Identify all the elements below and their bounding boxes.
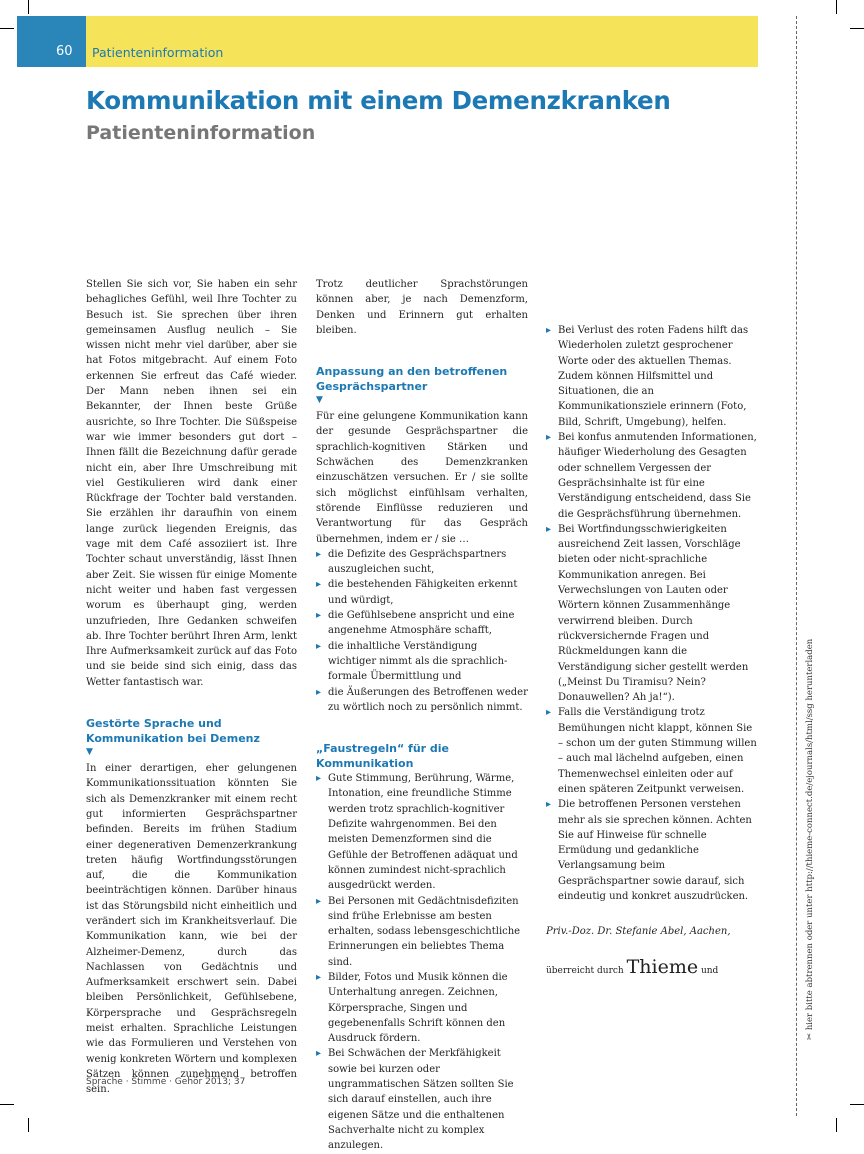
list-item: ▸ Bei Wortfindungsschwierigkeiten ausreichend Zeit lassen, Vorschläge bieten oder nicht-sprachliche Kommunikation anregen. Bei Verwechslungen von Lauten oder Wörtern können Zusammenhänge verwirrend bleiben. Durch rückversichernde Fragen und Rückmeldungen kann die Verständigung sicher gestellt werden („Meinst Du Tiramisu? Nein? Donauwellen? Ah ja!“). (546, 522, 758, 706)
body-paragraph: In einer derartigen, eher gelungenen Kommunikationssituation könnten Sie sich als Demenzkranker mit einem recht gut informierten Gesprächspartner befinden. Bereits im frühen Stadium einer degenerativen Demenzerkrankung treten häufig Wortfindungsstörungen auf, die die Kommunikation beeinträchtigen können. Darüber hinaus ist das Störungsbild nicht einheitlich und verändert sich im Krankheitsverlauf. Die Kommunikation kann, wie bei der Alzheimer-Demenz, durch das Nachlassen von Gedächtnis und Aufmerksamkeit erschwert sein. Dabei bleiben Persönlichkeit, Gefühlsebene, Körpersprache und Gesprächsregeln meist erhalten. Sprachliche Leistungen wie das Formulieren und Verstehen von wenig konkreten Wörtern und komplexen Sätzen können zunehmend betroffen sein. (86, 763, 297, 1096)
list-item: ▸ Gute Stimmung, Berührung, Wärme, Intonation, eine freundliche Stimme werden trotz sprachlich-kognitiver Defizite wahrgenommen. Bei den meisten Demenzformen sind die Gefühle der Betroffenen adäquat und können zumindest nicht-sprachlich ausgedrückt werden. (316, 771, 528, 893)
list-item: ▸ die Äußerungen des Betroffenen weder zu wörtlich noch zu persönlich nimmt. (316, 685, 528, 716)
page-title: Kommunikation mit einem Demenzkranken (86, 86, 671, 115)
page-subtitle: Patienteninformation (86, 122, 316, 144)
section-heading: „Faustregeln“ für die Kommunikation (316, 742, 450, 771)
presented-by-line (546, 955, 758, 979)
intro-paragraph: Trotz deutlicher Sprachstörungen können aber, je nach Demenzform, Denken und Erinnern gut erhalten bleiben. (316, 279, 528, 336)
list-item: ▸ Bei Schwächen der Merkfähigkeit sowie bei kurzen oder ungrammatischen Sätzen sollten Sie sich darauf einstellen, auch ihre eigenen Sätze und die enthaltenen Sachverhalte nicht zu komplex anzulegen. (316, 1046, 528, 1153)
and-text: und (700, 965, 719, 976)
list-item: ▸ Bilder, Fotos und Musik können die Unterhaltung anregen. Zeichnen, Körpersprache, Singen und gegebenenfalls Schrift können den Ausdruck fördern. (316, 970, 528, 1046)
crop-mark (850, 28, 864, 29)
crop-mark (836, 0, 837, 14)
bullet-list (546, 323, 758, 904)
section-heading: Anpassung an den betroffenen Gesprächspartner (316, 365, 508, 394)
crop-mark (0, 1104, 14, 1105)
list-item: ▸ Bei konfus anmutenden Informationen, häufiger Wiederholung des Gesagten oder schnellem Vergessen der Gesprächsinhalte ist für eine Verständigung entscheidend, dass Sie die Gesprächsführung übernehmen. (546, 430, 758, 522)
crop-mark (836, 1118, 837, 1132)
list-item: ▸ die Defizite des Gesprächspartners auszugleichen sucht, (316, 547, 528, 578)
bullet-list (316, 547, 528, 715)
crop-mark (28, 1118, 29, 1132)
section-heading: Gestörte Sprache und Kommunikation bei Demenz (86, 717, 260, 746)
list-item: ▸ Die betroffenen Personen verstehen mehr als sie sprechen können. Achten Sie auf Hinweise für schnelle Ermüdung und gedankliche Verlangsamung beim Gesprächspartner sowie darauf, sich eindeutig und konkret auszudrücken. (546, 797, 758, 904)
cut-line (796, 16, 797, 1116)
list-item: ▸ Bei Personen mit Gedächtnisdefiziten sind frühe Erlebnisse am besten erhalten, sodass lebensgeschichtliche Erinnerungen ein beliebtes Thema sind. (316, 894, 528, 970)
heading-marker-icon: ▼ (86, 747, 93, 758)
column-1 (86, 277, 297, 1098)
presented-by-text: überreicht durch (546, 965, 624, 976)
author-line: Priv.-Doz. Dr. Stefanie Abel, Aachen, (546, 926, 731, 938)
list-item: ▸ Bei Verlust des roten Fadens hilft das Wiederholen zuletzt gesprochener Worte oder des aktuellen Themas. Zudem können Hilfsmittel und Situationen, die an Kommunikationsziele erinnern (Foto, Bild, Schrift, Umgebung), helfen. (546, 323, 758, 430)
body-paragraph: Für eine gelungene Kommunikation kann der gesunde Gesprächspartner die sprachlich-kognitiven Stärken und Schwächen des Demenzkranken einzuschätzen versuchen. Er / sie sollte sich möglichst einfühlsam verhalten, störende Einflüsse reduzieren und Verantwortung für das Gespräch übernehmen, indem er / sie … (316, 411, 528, 545)
list-item: ▸ Falls die Verständigung trotz Bemühungen nicht klappt, können Sie – schon um der guten Stimmung willen – auch mal lächelnd aufgeben, einen Themenwechsel einleiten oder auf einen späteren Zeitpunkt verweisen. (546, 705, 758, 797)
intro-paragraph: Stellen Sie sich vor, Sie haben ein sehr behagliches Gefühl, weil Ihre Tochter zu Besuch ist. Sie sprechen über ihren gemeinsamen Ausflug neulich – Sie wissen nicht mehr viel darüber, aber sie hat Fotos mitgebracht. Auf einem Foto erkennen Sie erfreut das Café wieder. Der Mann neben ihnen sei ein Bekannter, der Ihnen beste Grüße ausrichte, so Ihre Tochter. Die Süßspeise war wie immer besonders gut dort – Ihnen fällt die Bezeichnung dafür gerade nicht ein, aber Ihre Umschreibung mit viel Gestikulieren wird dank einer Rückfrage der Tochter bald verstanden. Sie erzählen ihr daraufhin von einem lange zurück liegenden Ereignis, das vage mit dem Café assoziiert ist. Ihre Tochter schaut unverständig, lässt Ihnen aber Zeit. Sie wissen für einige Momente nicht weiter und haben fast vergessen worum es überhaupt ging, werden unzufrieden, Ihre Gedanken schweifen ab. Ihre Tochter berührt Ihren Arm, lenkt Ihre Aufmerksamkeit zurück auf das Foto und sie beide sind sich einig, dass das Wetter fantastisch war. (86, 279, 297, 688)
bullet-list (316, 771, 528, 1153)
crop-mark (28, 0, 29, 14)
column-3 (546, 323, 758, 979)
thieme-logo: Thieme (626, 955, 699, 978)
column-2 (316, 277, 528, 1154)
list-item: ▸ die inhaltliche Verständigung wichtiger nimmt als die sprachlich-formale Übermittlung und (316, 639, 528, 685)
cut-instruction: ✂ hier bitte abtrennen oder unter http://thieme-connect.de/ejournals/html/ssg herunterladen (805, 638, 815, 1040)
footer-citation: Sprache · Stimme · Gehör 2013; 37 (86, 1077, 246, 1087)
heading-marker-icon: ▼ (316, 395, 323, 406)
page-number-box (17, 16, 86, 67)
page-number: 60 (56, 44, 73, 59)
section-label: Patienteninformation (92, 45, 224, 60)
crop-mark (850, 1104, 864, 1105)
list-item: ▸ die bestehenden Fähigkeiten erkennt und würdigt, (316, 577, 528, 608)
crop-mark (0, 28, 14, 29)
list-item: ▸ die Gefühlsebene anspricht und eine angenehme Atmosphäre schafft, (316, 608, 528, 639)
